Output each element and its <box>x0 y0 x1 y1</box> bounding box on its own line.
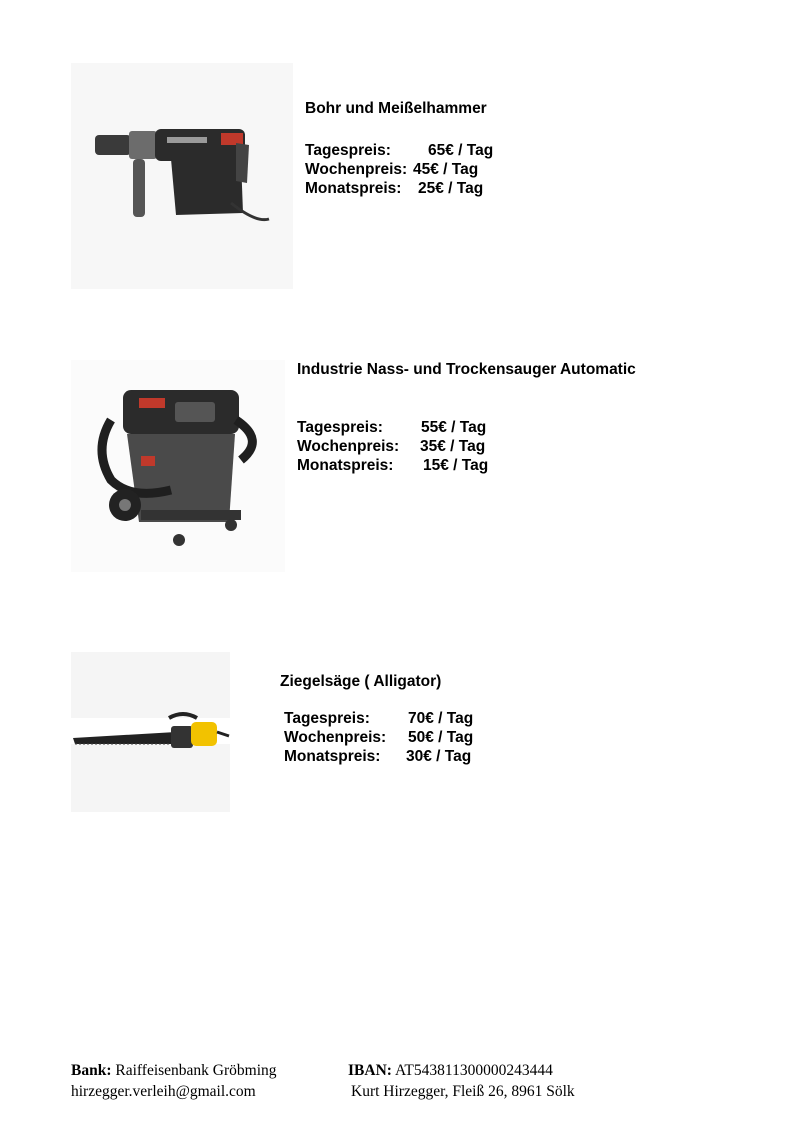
price-row-weekly <box>297 437 636 456</box>
price-value: 55€ / Tag <box>421 419 487 436</box>
price-label: Monatspreis: <box>305 180 402 197</box>
price-row-weekly <box>284 728 473 747</box>
iban-number: AT543811300000243444 <box>394 1062 553 1079</box>
rotary-hammer-drill-icon <box>71 63 293 289</box>
iban-label: IBAN: <box>348 1062 392 1079</box>
price-table <box>297 418 636 475</box>
bank-label: Bank: <box>71 1062 112 1079</box>
product-image-saw <box>71 652 230 812</box>
wet-dry-vacuum-icon <box>71 360 285 572</box>
price-label: Wochenpreis: <box>305 161 408 178</box>
price-value: 25€ / Tag <box>418 180 484 197</box>
bank-line <box>71 1060 277 1081</box>
price-value: 50€ / Tag <box>408 729 474 746</box>
product-title: Industrie Nass- und Trockensauger Automatic <box>297 361 636 378</box>
product-title: Ziegelsäge ( Alligator) <box>280 673 442 690</box>
price-table <box>284 709 473 766</box>
price-label: Tagespreis: <box>305 142 391 159</box>
footer-right <box>348 1060 575 1102</box>
price-label: Tagespreis: <box>297 419 383 436</box>
product-image-vacuum <box>71 360 285 572</box>
price-row-weekly <box>305 160 493 179</box>
price-row-monthly <box>297 456 636 475</box>
price-value: 30€ / Tag <box>406 748 472 765</box>
product-image-hammer <box>71 63 293 289</box>
price-value: 65€ / Tag <box>428 142 494 159</box>
price-value: 45€ / Tag <box>413 161 479 178</box>
footer-left <box>71 1060 277 1102</box>
price-label: Monatspreis: <box>297 457 394 474</box>
product-info-hammer <box>305 99 493 198</box>
alligator-saw-icon <box>71 652 230 812</box>
product-title: Bohr und Meißelhammer <box>305 100 487 117</box>
price-row-daily <box>284 709 473 728</box>
price-value: 70€ / Tag <box>408 710 474 727</box>
bank-name: Raiffeisenbank Gröbming <box>115 1062 277 1079</box>
price-row-monthly <box>305 179 493 198</box>
product-info-vacuum <box>297 360 636 475</box>
product-info-saw <box>280 672 473 766</box>
price-value: 15€ / Tag <box>423 457 489 474</box>
postal-address: Kurt Hirzegger, Fleiß 26, 8961 Sölk <box>351 1083 575 1100</box>
email-address: hirzegger.verleih@gmail.com <box>71 1083 256 1100</box>
price-value: 35€ / Tag <box>420 438 486 455</box>
price-label: Monatspreis: <box>284 748 381 765</box>
price-row-monthly <box>284 747 473 766</box>
price-row-daily <box>305 141 493 160</box>
iban-line <box>348 1060 575 1081</box>
price-label: Wochenpreis: <box>297 438 400 455</box>
price-row-daily <box>297 418 636 437</box>
price-table <box>305 141 493 198</box>
price-label: Tagespreis: <box>284 710 370 727</box>
price-label: Wochenpreis: <box>284 729 387 746</box>
